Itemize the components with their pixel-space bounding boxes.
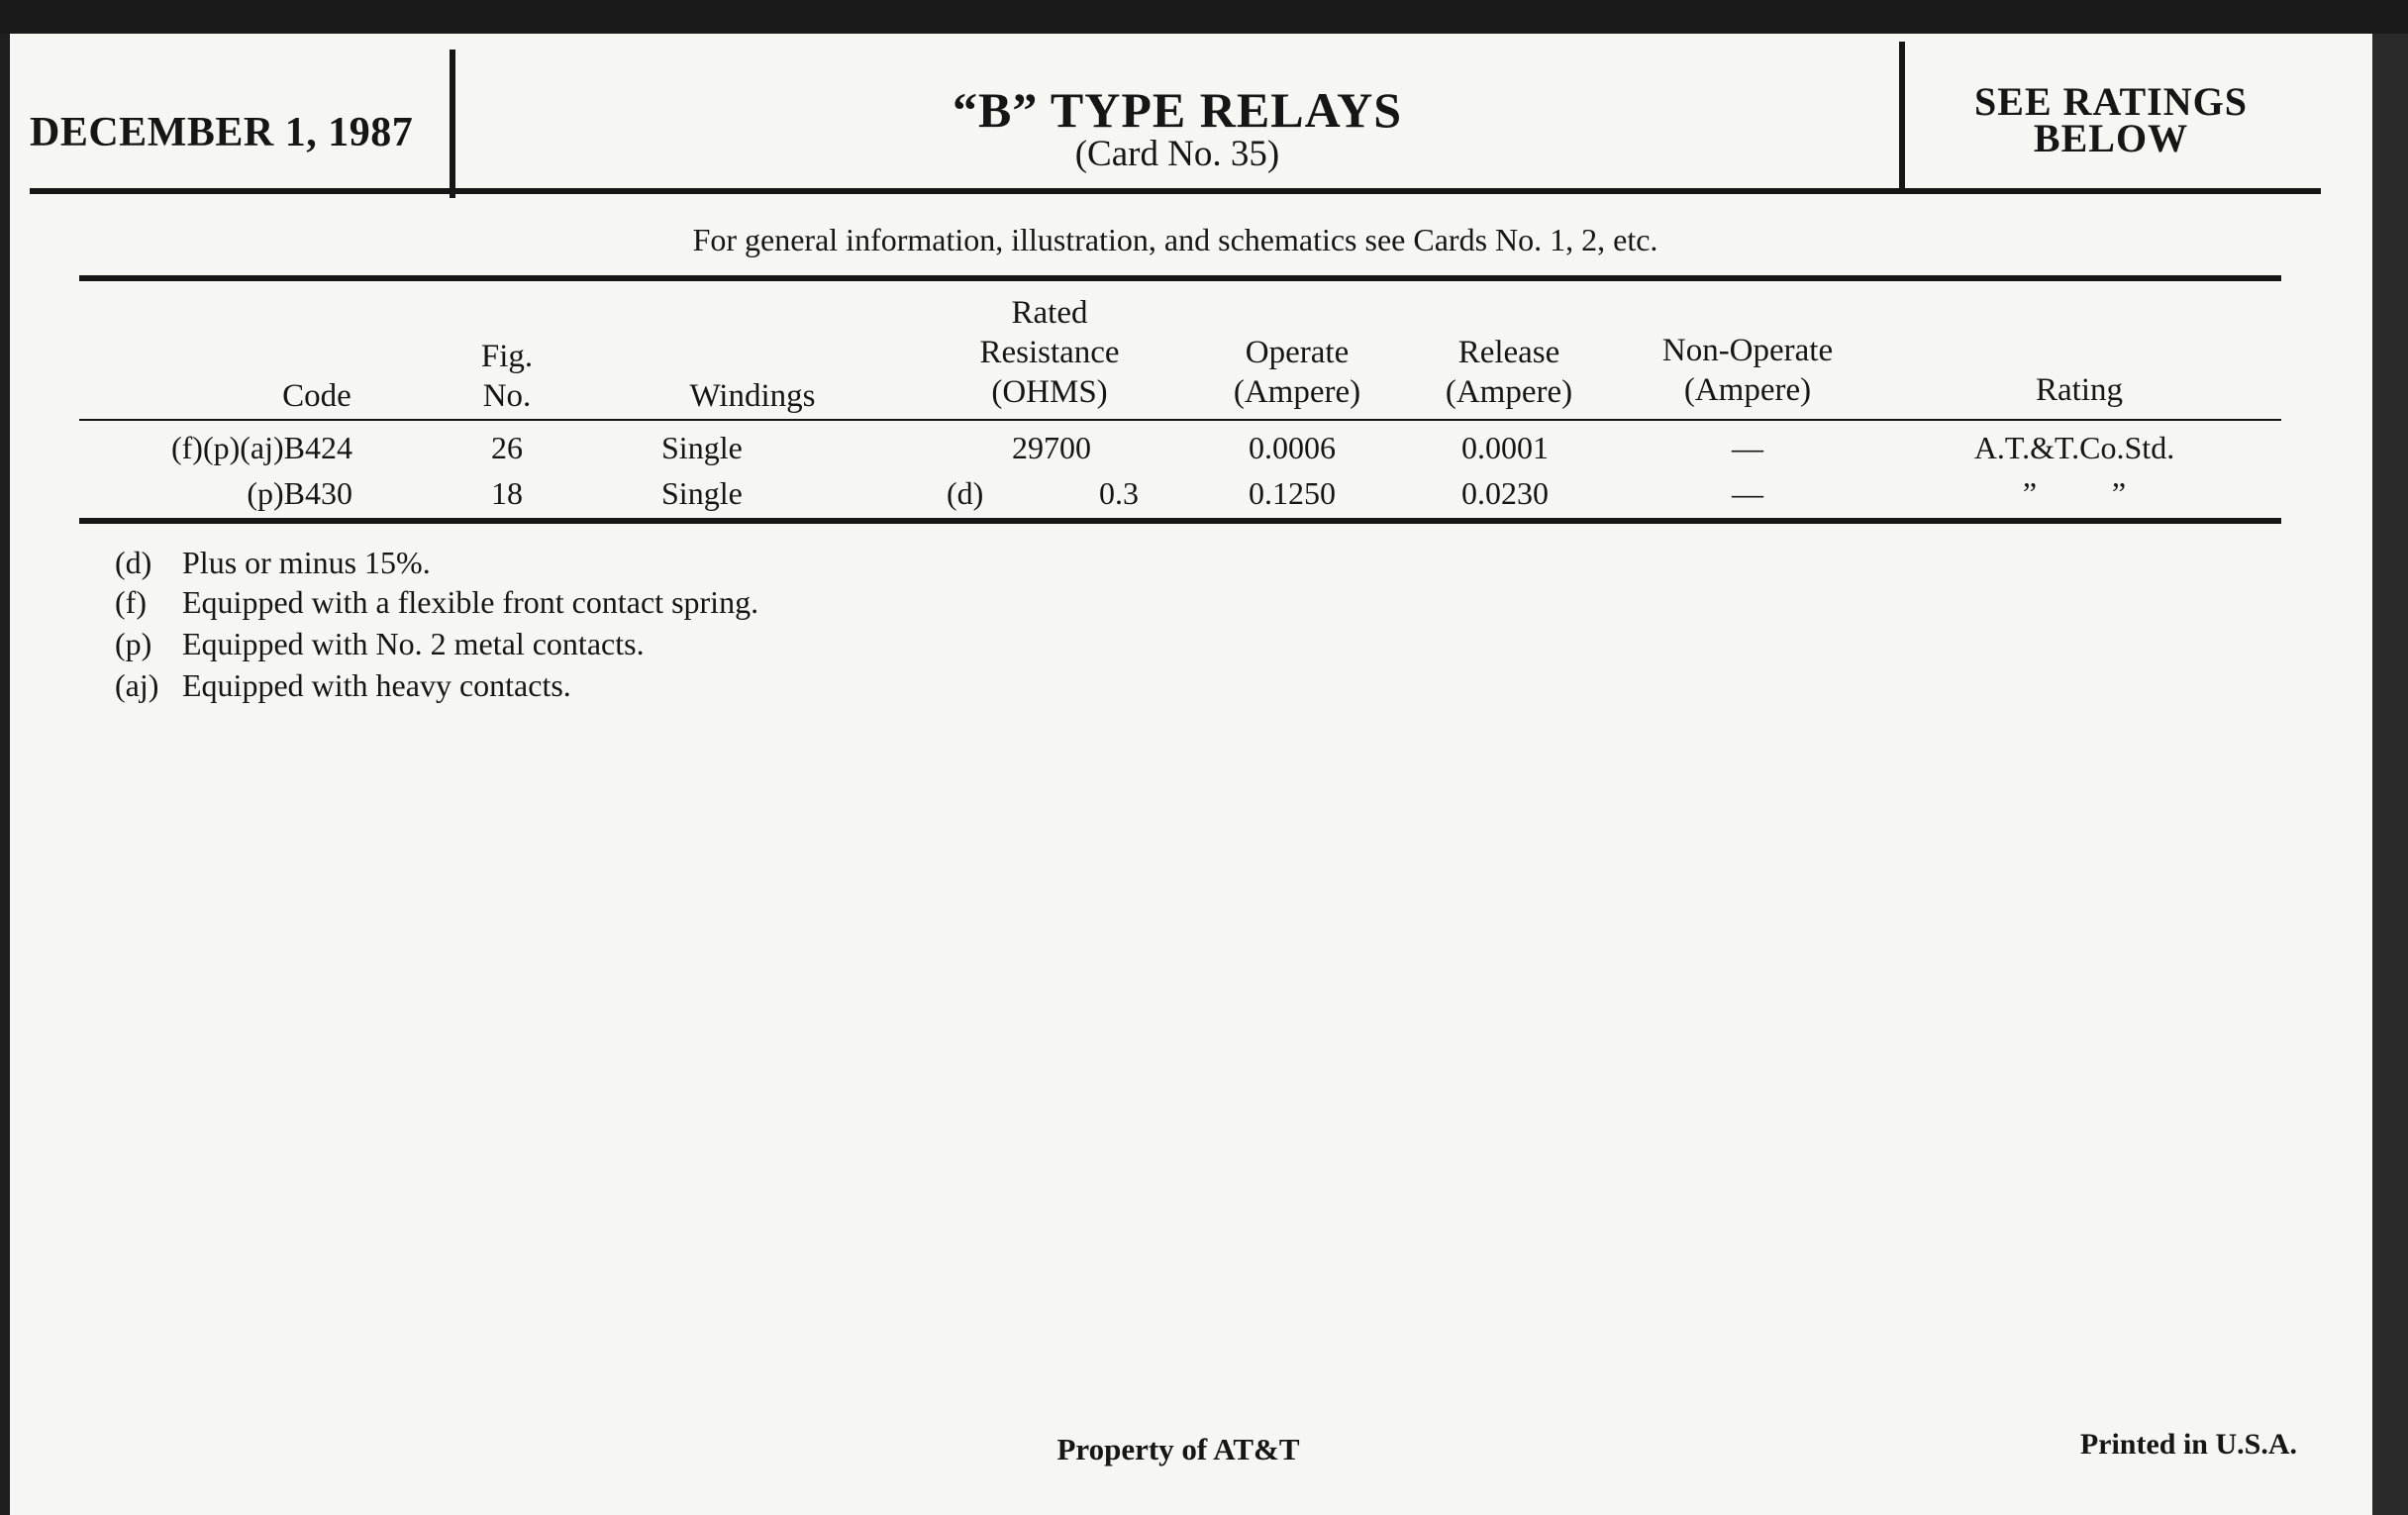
column-header-release-line1: Release [1457, 335, 1560, 370]
row-1-release: 0.0001 [1461, 430, 1549, 465]
column-header-release [1420, 333, 1598, 412]
column-header-fig-line2: No. [482, 378, 532, 414]
column-header-fig [446, 337, 568, 416]
row-1-resistance: 29700 [1012, 430, 1091, 465]
footer-printed: Printed in U.S.A. [2079, 1428, 2297, 1461]
footnote-mark: (f) [115, 584, 147, 620]
column-header-resistance [931, 293, 1168, 412]
row-1-rating: A.T.&T.Co.Std. [1973, 430, 2175, 465]
column-header-windings: Windings [689, 378, 816, 414]
row-2-rating-ditto-2: ” [2111, 475, 2127, 511]
card-date: DECEMBER 1, 1987 [30, 110, 414, 155]
scan-top-border [0, 0, 2408, 34]
column-header-nonoperate-line1: Non-Operate [1661, 333, 1834, 368]
footnote-text: Equipped with heavy contacts. [182, 667, 571, 703]
row-2-fig: 18 [491, 475, 523, 511]
footnote-mark: (p) [115, 626, 152, 661]
row-1-code: (f)(p)(aj)B424 [170, 430, 352, 465]
footer-property: Property of AT&T [1056, 1432, 1300, 1466]
row-1-fig: 26 [491, 430, 523, 465]
table-header-rule [79, 419, 2281, 421]
footnote-aj [115, 665, 571, 705]
column-header-nonoperate [1614, 331, 1881, 410]
header-rule [30, 188, 2321, 194]
row-2-resistance-note: (d) [947, 475, 984, 511]
row-2-operate: 0.1250 [1249, 475, 1336, 511]
general-info-text: For general information, illustration, and schematics see Cards No. 1, 2, etc. [692, 222, 1658, 257]
scan-right-border [2372, 34, 2408, 1515]
card-number: (Card No. 35) [1074, 134, 1280, 174]
column-header-rating: Rating [2036, 372, 2123, 408]
column-header-operate-line2: (Ampere) [1233, 374, 1361, 410]
ratings-note-line1: SEE RATINGS [1974, 79, 2248, 124]
table-bottom-rule [79, 518, 2281, 524]
column-header-nonoperate-line2: (Ampere) [1683, 372, 1812, 408]
row-2-rating-ditto-1: ” [2022, 475, 2038, 511]
row-1-operate: 0.0006 [1249, 430, 1336, 465]
row-2-release: 0.0230 [1461, 475, 1549, 511]
card-title: “B” TYPE RELAYS [952, 82, 1403, 138]
footnote-mark: (d) [115, 545, 152, 580]
row-1-windings: Single [661, 430, 743, 465]
column-header-resistance-line2: Resistance [979, 335, 1120, 370]
footnote-d [115, 543, 431, 582]
column-header-operate-line1: Operate [1245, 335, 1350, 370]
row-1-nonoperate: — [1732, 430, 1763, 465]
footnote-p [115, 624, 645, 663]
footnote-text: Equipped with a flexible front contact spring. [182, 584, 759, 620]
column-header-resistance-line3: (OHMS) [991, 374, 1108, 410]
row-2-nonoperate: — [1732, 475, 1763, 511]
column-header-release-line2: (Ampere) [1445, 374, 1573, 410]
footnote-mark: (aj) [115, 667, 159, 703]
footnote-text: Equipped with No. 2 metal contacts. [182, 626, 645, 661]
row-2-code: (p)B430 [247, 475, 352, 511]
table-top-rule [79, 275, 2281, 281]
column-header-code: Code [282, 378, 351, 414]
column-header-operate [1208, 333, 1386, 412]
ratings-note-line2: BELOW [2033, 116, 2189, 160]
column-header-resistance-line1: Rated [1011, 295, 1088, 331]
row-2-resistance: 0.3 [1099, 475, 1139, 511]
ratings-note [1905, 79, 2317, 160]
footnote-text: Plus or minus 15%. [182, 545, 431, 580]
column-header-fig-line1: Fig. [480, 339, 534, 374]
footnote-f [115, 582, 758, 622]
row-2-windings: Single [661, 475, 743, 511]
